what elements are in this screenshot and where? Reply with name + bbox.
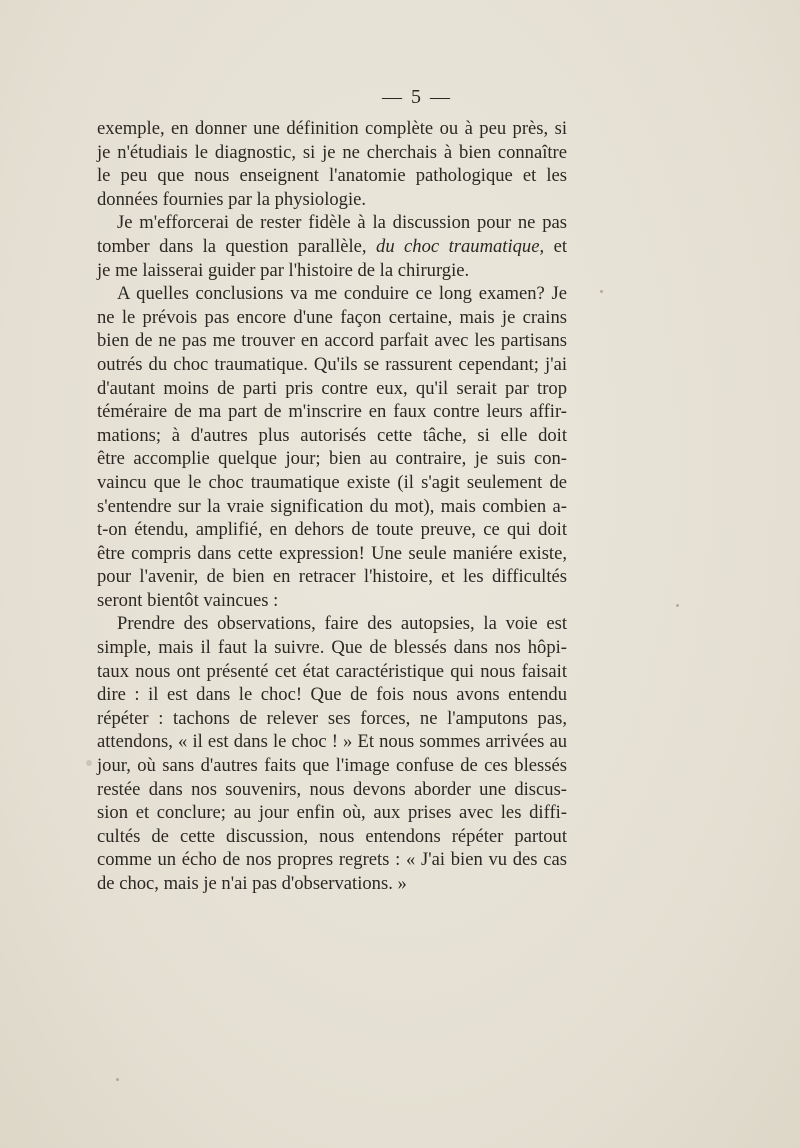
text-line: attendons, « il est dans le choc ! » Et nous sommes arrivées au <box>97 731 567 753</box>
text-line: s'entendre sur la vraie signification du mot), mais combien a- <box>97 495 567 517</box>
paper-speck <box>86 760 92 766</box>
text-line: d'autant moins de parti pris contre eux, qu'il serait par trop <box>97 377 567 399</box>
page-number: — 5 — <box>382 86 452 108</box>
text-line: données fournies par la physiologie. <box>97 188 367 210</box>
text-line: A quelles conclusions va me conduire ce long examen? Je <box>117 283 567 305</box>
paper-speck <box>116 1078 119 1081</box>
text-line: exemple, en donner une définition complète ou à peu près, si <box>97 118 567 139</box>
body-text <box>97 117 567 896</box>
paper-speck <box>600 290 603 293</box>
text-line: je me laisserai guider par l'histoire de la chirurgie. <box>97 259 470 281</box>
text-line: téméraire de ma part de m'inscrire en faux contre leurs affir- <box>97 401 567 423</box>
text-line: t-on étendu, amplifié, en dehors de toute preuve, ce qui doit <box>97 519 567 541</box>
text-line: de choc, mais je n'ai pas d'observations. » <box>97 873 407 894</box>
text-line: mations; à d'autres plus autorisés cette tâche, si elle doit <box>97 424 567 446</box>
text-line: dire : il est dans le choc! Que de fois nous avons entendu <box>97 684 567 706</box>
text-line: cultés de cette discussion, nous entendons répéter partout <box>97 825 567 847</box>
text-line: tomber dans la question parallèle, du choc traumatique, et <box>97 235 567 257</box>
text-line: être compris dans cette expression! Une seule maniére existe, <box>97 542 567 564</box>
text-line: restée dans nos souvenirs, nous devons aborder une discus- <box>97 778 567 800</box>
text-line: pour l'avenir, de bien en retracer l'histoire, et les difficultés <box>97 566 567 588</box>
text-line: vaincu que le choc traumatique existe (il s'agit seulement de <box>97 471 567 493</box>
text-line: sion et conclure; au jour enfin où, aux prises avec les diffi- <box>97 802 567 824</box>
text-line: le peu que nous enseignent l'anatomie pathologique et les <box>97 165 567 187</box>
text-line: jour, où sans d'autres faits que l'image confuse de ces blessés <box>97 755 567 777</box>
paper-speck <box>676 604 679 607</box>
text-line: bien de ne pas me trouver en accord parfait avec les partisans <box>97 330 567 352</box>
text-line: ne le prévois pas encore d'une façon certaine, mais je crains <box>97 306 567 328</box>
text-line: outrés du choc traumatique. Qu'ils se rassurent cependant; j'ai <box>97 353 567 375</box>
text-line: seront bientôt vaincues : <box>97 589 279 611</box>
text-line: répéter : tachons de relever ses forces, ne l'amputons pas, <box>97 707 567 729</box>
text-line: être accomplie quelque jour; bien au contraire, je suis con- <box>97 448 567 470</box>
text-line: Prendre des observations, faire des autopsies, la voie est <box>117 613 567 635</box>
italic-phrase: du choc traumatique <box>376 235 540 257</box>
text-line: taux nous ont présenté cet état caractéristique qui nous faisait <box>97 660 567 682</box>
text-line: je n'étudiais le diagnostic, si je ne cherchais à bien connaître <box>97 141 567 163</box>
text-line: Je m'efforcerai de rester fidèle à la discussion pour ne pas <box>117 212 567 234</box>
text-line: comme un écho de nos propres regrets : « J'ai bien vu des cas <box>97 849 567 871</box>
text-line: simple, mais il faut la suivre. Que de blessés dans nos hôpi- <box>97 637 567 659</box>
